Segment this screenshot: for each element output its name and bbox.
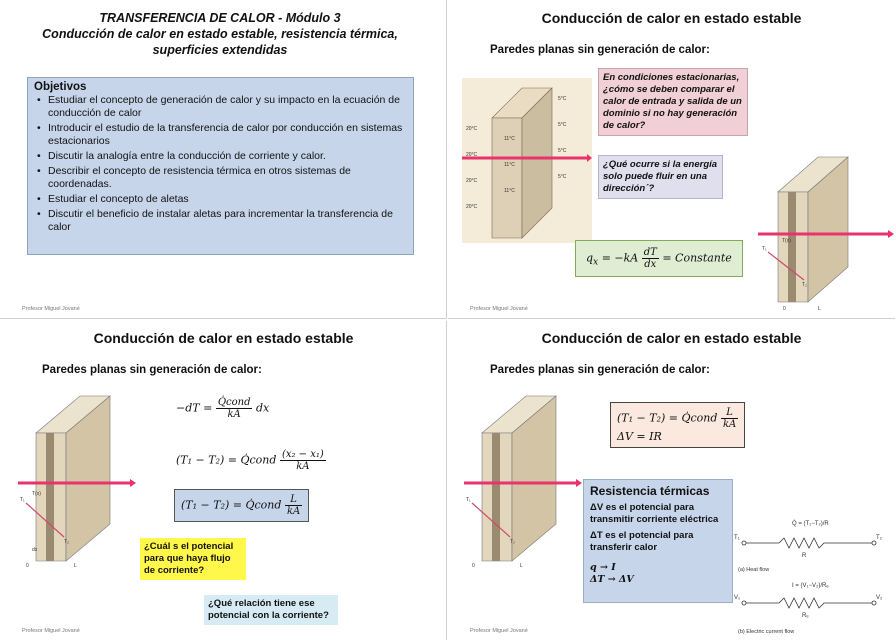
circuit-label-heat: (a) Heat flow: [738, 567, 770, 573]
slide-title: Conducción de calor en estado estable: [541, 10, 802, 26]
footer-author: Profesor Miguel Jované: [470, 628, 528, 634]
res-line-thermal: ΔT es el potencial para transferir calor: [590, 530, 694, 553]
equation-block: [610, 402, 745, 448]
svg-text:5°C: 5°C: [558, 122, 567, 128]
eq-num: L: [285, 494, 302, 506]
eq-lhs: (T₁ − T₂) = Q̇cond: [176, 453, 277, 467]
slide-conduction-2: [0, 321, 447, 640]
objective-item: • Discutir la analogía entre la conducción de corriente y calor.: [34, 150, 407, 163]
eq-num: L: [721, 407, 738, 419]
svg-text:T₂: T₂: [802, 282, 807, 288]
svg-text:11°C: 11°C: [504, 188, 515, 194]
svg-text:I = (V₁−V₂)/Rₑ: I = (V₁−V₂)/Rₑ: [792, 583, 829, 589]
svg-text:T₁: T₁: [466, 497, 471, 503]
eq-mid: = −kA: [598, 251, 639, 265]
eq-den: kA: [722, 419, 737, 430]
svg-text:11°C: 11°C: [504, 136, 515, 142]
equation-integrated: [176, 449, 326, 472]
eq-rhs: = Constante: [658, 251, 732, 265]
svg-text:20°C: 20°C: [466, 152, 478, 158]
title-line-2: Conducción de calor en estado estable, resistencia térmica,: [42, 27, 398, 41]
svg-text:T(x): T(x): [782, 238, 791, 244]
svg-text:11°C: 11°C: [504, 162, 515, 168]
eq-fraction: [285, 494, 302, 517]
objective-item: • Describir el concepto de resistencia térmica en otros sistemas de coordenadas.: [34, 165, 407, 191]
title-line-3: superficies extendidas: [152, 43, 288, 57]
svg-text:5°C: 5°C: [558, 148, 567, 154]
fourier-law-equation: [575, 240, 743, 277]
objective-item: • Estudiar el concepto de aletas: [34, 193, 407, 206]
eq-lhs: (T₁ − T₂) = Q̇cond: [181, 498, 282, 512]
callout-potential-question: ¿Cuál s el potencial para que haya flujo de corriente?: [140, 538, 246, 580]
svg-text:T(x): T(x): [32, 491, 41, 497]
svg-text:T₁: T₁: [20, 497, 25, 503]
svg-text:V₁: V₁: [734, 595, 741, 601]
svg-text:V₂: V₂: [876, 595, 883, 601]
slide-subtitle: Paredes planas sin generación de calor:: [490, 44, 710, 56]
plane-wall-figure: [18, 391, 136, 571]
slide-title: Conducción de calor en estado estable: [93, 330, 354, 346]
svg-text:20°C: 20°C: [466, 126, 478, 132]
objectives-box: [27, 77, 414, 255]
svg-text:20°C: 20°C: [466, 204, 478, 210]
eq-num: Q̇cond: [217, 397, 251, 408]
slide-title: Conducción de calor en estado estable: [541, 330, 802, 346]
plane-wall-figure: [758, 152, 895, 314]
eq-num: dT: [643, 247, 657, 258]
objective-item: • Introducir el estudio de la transferencia de calor por conducción en sistemas estacionarios: [34, 122, 407, 148]
thermal-resistance-box: [583, 479, 733, 603]
eq-rhs: dx: [255, 401, 270, 415]
svg-text:R: R: [802, 553, 807, 559]
svg-text:L: L: [74, 563, 77, 569]
slide-subtitle: Paredes planas sin generación de calor:: [42, 364, 262, 376]
slide-objectives: [0, 0, 447, 319]
equation-differential: [176, 397, 269, 420]
res-line-electric: ΔV es el potencial para transmitir corriente eléctrica: [590, 502, 719, 525]
eq-fraction: [642, 247, 659, 270]
eq-sub: x: [593, 256, 599, 268]
res-title: Resistencia térmicas: [590, 484, 710, 498]
svg-text:T₂: T₂: [876, 535, 882, 541]
eq-num: (x₂ − x₁): [281, 449, 324, 460]
circuit-analogy-figure: [734, 515, 884, 637]
eq-den: kA: [286, 506, 301, 517]
slide-conduction-1: [448, 0, 895, 319]
slide-subtitle: Paredes planas sin generación de calor:: [490, 364, 710, 376]
circuit-label-electric: (b) Electric current flow: [738, 629, 795, 635]
svg-text:T₁: T₁: [734, 535, 740, 541]
svg-text:L: L: [818, 306, 821, 312]
eq-q: q: [586, 251, 594, 265]
svg-text:5°C: 5°C: [558, 174, 567, 180]
res-map-q-i: q → I: [590, 562, 616, 573]
objectives-heading: Objetivos: [34, 81, 87, 93]
eq-lhs: (T₁ − T₂) = Q̇cond: [617, 411, 718, 425]
eq-den: dx: [644, 259, 657, 270]
eq-fraction: [280, 449, 326, 472]
footer-author: Profesor Miguel Jované: [22, 628, 80, 634]
eq-fraction: [721, 407, 738, 430]
res-map-dt-dv: ΔT → ΔV: [590, 574, 634, 585]
eq-den: kA: [227, 409, 241, 420]
svg-text:T₁: T₁: [762, 246, 767, 252]
equation-thermal-resistance: [174, 489, 309, 522]
objectives-list: [34, 94, 407, 234]
svg-text:0: 0: [472, 563, 475, 569]
svg-text:T₂: T₂: [510, 539, 515, 545]
title-line-1: TRANSFERENCIA DE CALOR - Módulo 3: [99, 11, 341, 25]
callout-one-direction-question: ¿Qué ocurre si la energía solo puede fluir en una dirección´?: [598, 155, 723, 199]
svg-text:0: 0: [783, 306, 786, 312]
equation-ohm: ΔV = IR: [617, 430, 662, 443]
objective-item: • Estudiar el concepto de generación de calor y su impacto en la ecuación de conducción de calor: [34, 94, 407, 120]
svg-text:5°C: 5°C: [558, 96, 567, 102]
wall-temperature-figure: [462, 78, 592, 243]
footer-author: Profesor Miguel Jované: [22, 306, 80, 312]
svg-text:dx: dx: [32, 547, 38, 553]
eq-fraction: [216, 397, 253, 420]
callout-steady-state-question: En condiciones estacionarias, ¿cómo se deben comparar el calor de entrada y salida de un dominio si no hay generación de calor?: [598, 68, 748, 136]
eq-den: kA: [296, 461, 310, 472]
equation-thermal: [617, 407, 738, 430]
svg-text:Rₑ: Rₑ: [802, 613, 809, 619]
eq-lhs: −dT =: [176, 401, 213, 415]
svg-text:L: L: [520, 563, 523, 569]
slide-title: [30, 10, 410, 58]
callout-relation-question: ¿Qué relación tiene ese potencial con la corriente?: [204, 595, 338, 625]
objective-item: • Discutir el beneficio de instalar aletas para incrementar la transferencia de calor: [34, 208, 407, 234]
svg-text:T₂: T₂: [64, 539, 69, 545]
plane-wall-figure: [464, 391, 582, 571]
svg-text:Q̇ = (T₁−T₂)/R: Q̇ = (T₁−T₂)/R: [792, 521, 829, 527]
svg-text:0: 0: [26, 563, 29, 569]
svg-text:20°C: 20°C: [466, 178, 478, 184]
footer-author: Profesor Miguel Jované: [470, 306, 528, 312]
